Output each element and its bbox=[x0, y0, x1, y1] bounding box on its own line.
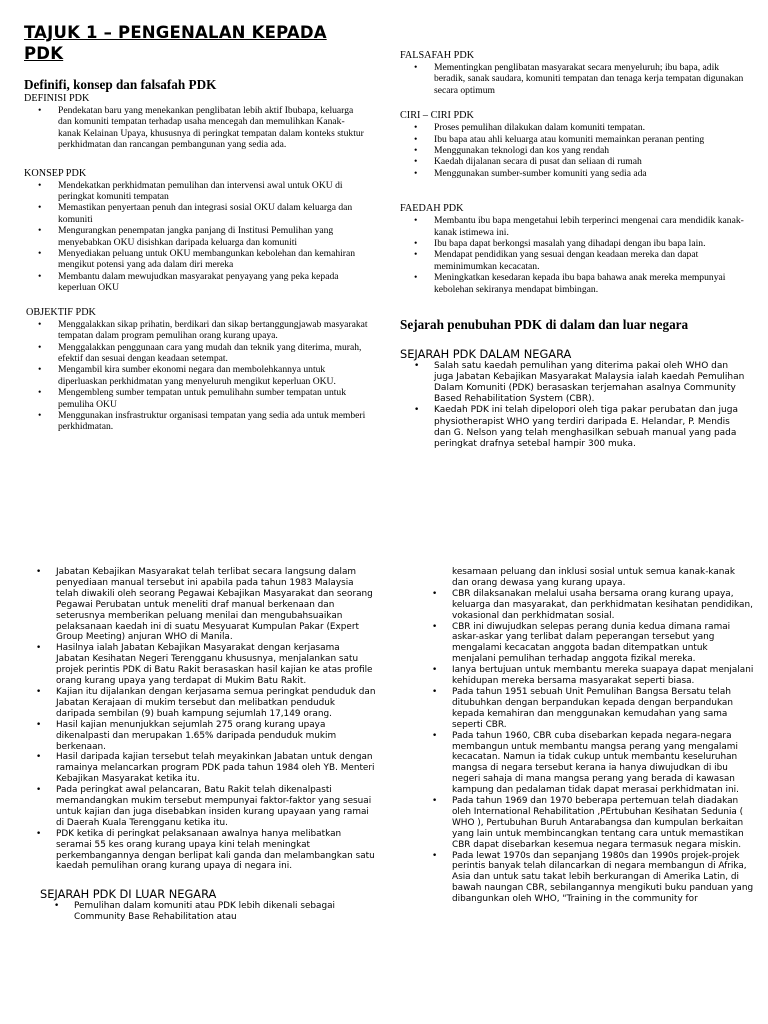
konsep-list bbox=[24, 180, 384, 294]
list-item: • Hasilnya ialah Jabatan Kebajikan Masyarakat dengan kerjasama Jabatan Kesihatan Negeri Terengganu khususnya, menjalankan satu projek perintis PDK di Batu Rakit berasaskan hasil kajian ke atas profile orang kurang upaya yang terdapat di Mukim Batu Rakit. bbox=[56, 643, 376, 687]
konsep-label: KONSEP PDK bbox=[24, 167, 87, 179]
objektif-label: OBJEKTIF PDK bbox=[26, 306, 96, 318]
list-item: • Mengurangkan penempatan jangka panjang di Institusi Pemulihan yang menyebabkan OKU disishkan daripada keluarga dan komuniti bbox=[58, 225, 362, 248]
list-item: • Pemulihan dalam komuniti atau PDK lebih dikenali sebagai Community Base Rehabilitation atau bbox=[74, 901, 376, 923]
list-item: • Memastikan penyertaan penuh dan integrasi sosial OKU dalam keluarga dan komuniti bbox=[58, 202, 362, 225]
heading-definisi: Definifi, konsep dan falsafah PDK bbox=[24, 77, 217, 92]
top-left-column bbox=[24, 22, 384, 433]
list-item: • Kaedah PDK ini telah dipelopori oleh tiga pakar perubatan dan juga physiotherapist WHO yang terdiri daripada E. Helandar, P. Mendis dan G. Nelson yang telah menghasilkan sebuah manual yang pada peringkat drafnya setebal hampir 300 muka. bbox=[434, 405, 748, 449]
ciri-list bbox=[400, 122, 748, 179]
sejarah-luar-list bbox=[30, 901, 376, 923]
list-item: • Meningkatkan kesedaran kepada ibu bapa bahawa anak mereka mempunyai kebolehan sekiranya mendapat bimbingan. bbox=[434, 272, 748, 295]
list-item: • Mendapat pendidikan yang sesuai dengan keadaan mereka dan dapat meminimumkan kecacatan. bbox=[434, 249, 748, 272]
list-item: • Mementingkan penglibatan masyarakat secara menyeluruh; ibu bapa, adik beradik, sanak saudara, komuniti tempatan dan tenaga kerja tempatan digunakan secara optimum bbox=[434, 62, 748, 96]
definisi-list bbox=[24, 105, 384, 151]
page-title-line2: PDK bbox=[24, 44, 64, 63]
list-item: • PDK ketika di peringkat pelaksanaan awalnya hanya melibatkan seramai 55 kes orang kurang upaya kini telah meningkat perkembangannya dengan berlipat kali ganda dan melambangkan satu kaedah pemulihan orang kurang upaya di negara ini. bbox=[56, 829, 376, 873]
list-item: • Menggalakkan penggunaan cara yang mudah dan teknik yang diterima, murah, efektif dan sesuai dengan keadaan setempat. bbox=[58, 342, 374, 365]
sejarah-dalam-list bbox=[400, 361, 748, 450]
list-item: • Pada peringkat awal pelancaran, Batu Rakit telah dikenalpasti memandangkan mukim tersebut mempunyai faktor-faktor yang sesuai untuk kajian dan juga disebabkan insiden kurang upayaan yang ramai di Daerah Kuala Terengganu ketika itu. bbox=[56, 785, 376, 829]
list-item: • CBR dilaksanakan melalui usaha bersama orang kurang upaya, keluarga dan masyarakat, dan perkhidmatan kesihatan pendidikan, vokasional dan perkhidmatan sosial. bbox=[452, 589, 754, 622]
faedah-list bbox=[400, 215, 748, 295]
list-item: • Hasil daripada kajian tersebut telah meyakinkan Jabatan untuk dengan ramainya melancarkan program PDK pada tahun 1984 oleh YB. Menteri Kebajikan Masyarakat ketika itu. bbox=[56, 752, 376, 785]
list-item: • Mengambil kira sumber ekonomi negara dan membolehkannya untuk diperluaskan perkhidmatan yang menyeluruh mengikut keperluan OKU. bbox=[58, 364, 374, 387]
falsafah-label: FALSAFAH PDK bbox=[400, 50, 475, 61]
list-item: • Pada tahun 1951 sebuah Unit Pemulihan Bangsa Bersatu telah ditubuhkan dengan berpandukan kepada dengan berpandukan kepada kemahiran dan menggunakan kemudahan yang sama seperti CBR. bbox=[452, 687, 754, 731]
list-item: • Pada tahun 1969 dan 1970 beberapa pertemuan telah diadakan oleh International Rehabilitation ,PErtubuhan Kesihatan Sedunia ( WHO ), Pertubuhan Buruh Antarabangsa dan kumpulan berkaitan yang lain untuk membincangkan tentang cara untuk memastikan CBR dapat disebarkan kesemua negara termasuk negara miskin. bbox=[452, 796, 754, 851]
list-item: • Mengembleng sumber tempatan untuk pemulihahn sumber tempatan untuk pemuliha OKU bbox=[58, 387, 374, 410]
list-item: • Ibu bapa atau ahli keluarga atau komuniti memainkan peranan penting bbox=[434, 134, 748, 145]
list-item: • Membantu ibu bapa mengetahui lebih terperinci mengenai cara mendidik kanak-kanak istimewa ini. bbox=[434, 215, 748, 238]
sejarah-luar-continued-list bbox=[426, 589, 754, 905]
list-item: • Ibu bapa dapat berkongsi masalah yang dihadapi dengan ibu bapa lain. bbox=[434, 238, 748, 249]
list-item: • Menggunakan insfrastruktur organisasi tempatan yang sedia ada untuk memberi perkhidmatan. bbox=[58, 410, 374, 433]
faedah-label: FAEDAH PDK bbox=[400, 203, 464, 215]
sejarah-luar-label: SEJARAH PDK DI LUAR NEGARA bbox=[40, 887, 217, 902]
objektif-list bbox=[24, 319, 384, 433]
bottom-right-column bbox=[426, 567, 754, 1024]
list-item: • Salah satu kaedah pemulihan yang diterima pakai oleh WHO dan juga Jabatan Kebajikan Masyarakat Malaysia ialah kaedah Pemulihan Dalam Komuniti (PDK) berasaskan terjemahan asalnya Community Based Rehabilitation System (CBR). bbox=[434, 361, 748, 405]
definisi-label: DEFINISI PDK bbox=[24, 93, 90, 104]
list-item: • Pada lewat 1970s dan sepanjang 1980s dan 1990s projek-projek perintis banyak telah dilancarkan di negara membangun di Afrika, Asia dan untuk satu takat lebih berkurangan di Amerika Latin, di bawah naungan CBR, sebilangannya mengikuti buku panduan yang dibangunkan oleh WHO, "Training in the community for bbox=[452, 851, 754, 906]
list-item: • Mendekatkan perkhidmatan pemulihan dan intervensi awal untuk OKU di peringkat komuniti tempatan bbox=[58, 180, 362, 203]
list-item: • Pendekatan baru yang menekankan penglibatan lebih aktif Ibubapa, keluarga dan komuniti tempatan terhadap usaha mencegah dan memulihkan Kanak- kanak Kelainan Upaya, khususnya di peringkat tempatan dalam konteks stuktur perkhidmatan dan rancangan pembangunan yang sedia ada. bbox=[58, 105, 366, 151]
list-item: • Menggunakan sumber-sumber komuniti yang sedia ada bbox=[434, 168, 748, 179]
sejarah-dalam-label: SEJARAH PDK DALAM NEGARA bbox=[400, 347, 572, 362]
list-item: • Menggunakan teknologi dan kos yang rendah bbox=[434, 145, 748, 156]
ciri-label: CIRI – CIRI PDK bbox=[400, 110, 474, 122]
continued-paragraph: kesamaan peluang dan inklusi sosial untuk semua kanak-kanak dan orang dewasa yang kurang upaya. bbox=[452, 567, 736, 588]
list-item: • Jabatan Kebajikan Masyarakat telah terlibat secara langsung dalam penyediaan manual tersebut ini apabila pada tahun 1983 Malaysia telah diwakili oleh seorang Pegawai Kebajikan Masyarakat dan seorang Pegawai Perubatan untuk meneliti draf manual berkenaan dan seterusnya memberikan peluang menilai dan mengubahsuaikan pelaksanaan kaedah ini di suatu Mesyuarat Kumpulan Pakar (Expert Group Meeting) anjuran WHO di Manila. bbox=[56, 567, 376, 643]
list-item: • Kajian itu dijalankan dengan kerjasama semua peringkat penduduk dan Jabatan Kerajaan di mukim tersebut dan melibatkan penduduk daripada sembilan (9) buah kampung sejumlah 17,149 orang. bbox=[56, 687, 376, 720]
list-item: • CBR ini diwujudkan selepas perang dunia kedua dimana ramai askar-askar yang terlibat dalam peperangan tersebut yang mengalami kecacatan anggota badan ditempatkan untuk menjalani pemulihan terhadap anggota fizikal mereka. bbox=[452, 622, 754, 666]
falsafah-list bbox=[400, 62, 748, 96]
bottom-left-column bbox=[30, 567, 376, 1024]
list-item: • Proses pemulihan dilakukan dalam komuniti tempatan. bbox=[434, 122, 748, 133]
list-item: • Ianya bertujuan untuk membantu mereka suapaya dapat menjalani kehidupan mereka bersama masyarakat seperti biasa. bbox=[452, 665, 754, 687]
list-item: • Membantu dalam mewujudkan masyarakat penyayang yang peka kepada keperluan OKU bbox=[58, 271, 362, 294]
page-title-line1: TAJUK 1 – PENGENALAN KEPADA bbox=[24, 23, 327, 42]
list-item: • Pada tahun 1960, CBR cuba disebarkan kepada negara-negara membangun untuk membantu mangsa perang yang mengalami kecacatan. Namun ia tidak cukup untuk membantu keseluruhan mangsa di negara tersebut kerana ia hanya diwujudkan di ibu negeri sahaja di mana mangsa perang yang berada di kawasan kampung dan pedalaman tidak dapat merasai perkhidmatan ini. bbox=[452, 731, 754, 796]
list-item: • Kaedah dijalanan secara di pusat dan seliaan di rumah bbox=[434, 156, 748, 167]
list-item: • Hasil kajian menunjukkan sejumlah 275 orang kurang upaya dikenalpasti dan merupakan 1.65% daripada penduduk mukim berkenaan. bbox=[56, 720, 376, 753]
list-item: • Menggalakkan sikap prihatin, berdikari dan sikap bertanggungjawab masyarakat tempatan dalam program pemulihan orang kurang upaya. bbox=[58, 319, 374, 342]
list-item: • Menyediakan peluang untuk OKU membangunkan kebolehan dan kemahiran mengikut potensi yang ada dalam diri mereka bbox=[58, 248, 362, 271]
sejarah-heading: Sejarah penubuhan PDK di dalam dan luar negara bbox=[400, 317, 689, 333]
top-right-column bbox=[400, 50, 748, 450]
sejarah-dalam-continued-list bbox=[30, 567, 376, 872]
